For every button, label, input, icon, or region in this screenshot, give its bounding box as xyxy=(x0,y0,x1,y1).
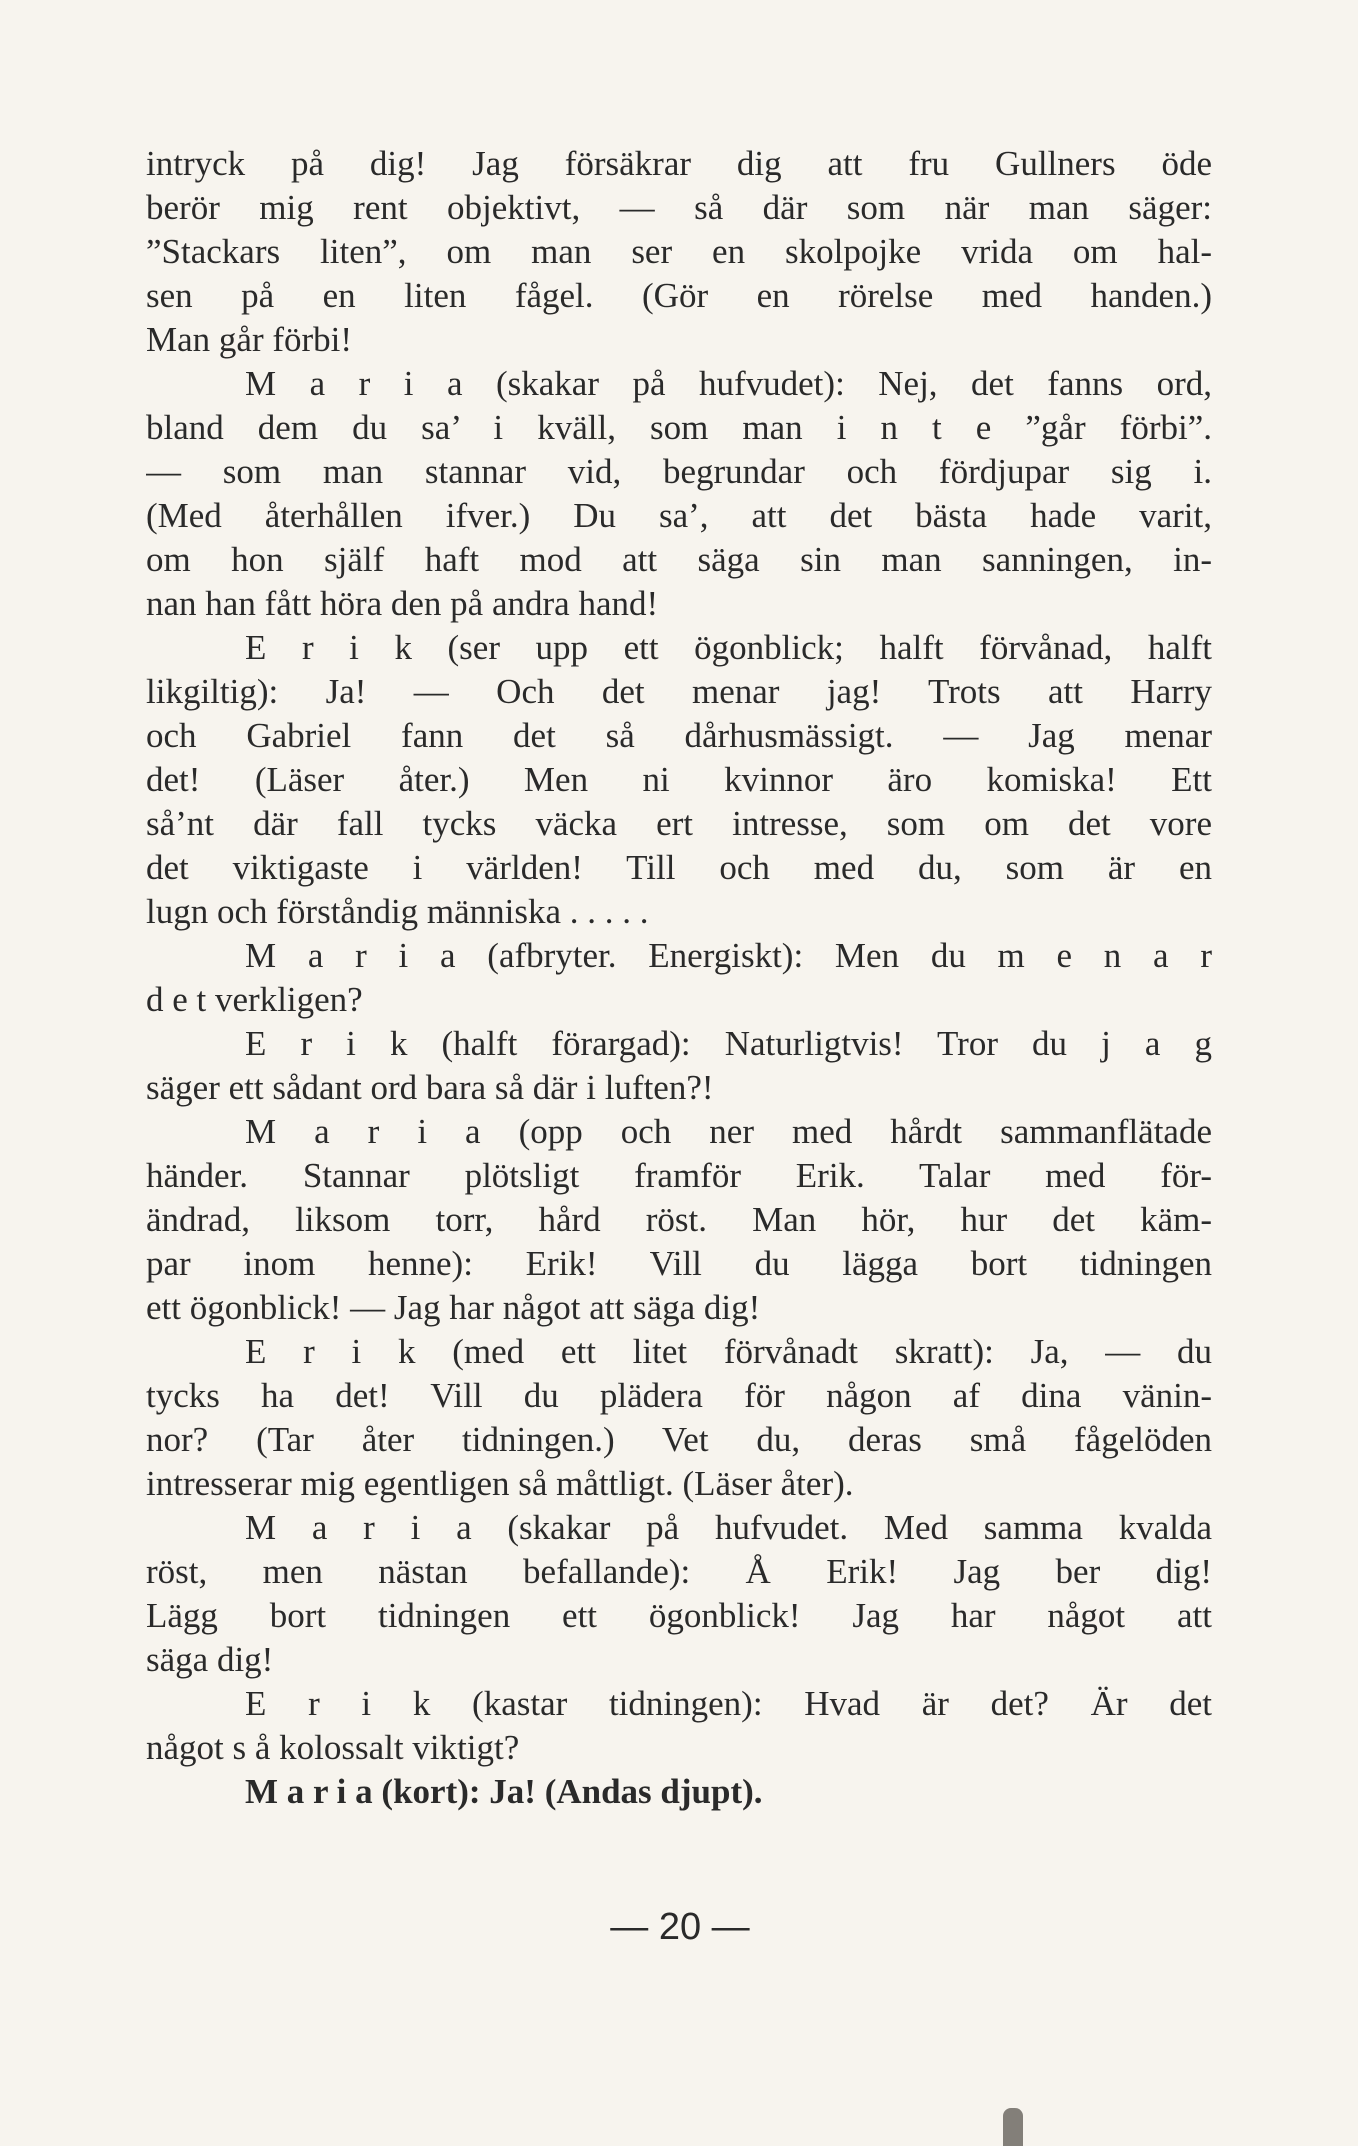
text-line: ändrad, liksom torr, hård röst. Man hör, hur det käm- xyxy=(146,1200,1212,1239)
speaker-line-maria: M a r i a (afbryter. Energiskt): Men du m e n a r xyxy=(245,936,1212,975)
speaker-line-maria: M a r i a (opp och ner med hårdt sammanflätade xyxy=(245,1112,1212,1151)
text-line: ”Stackars liten”, om man ser en skolpojke vrida om hal- xyxy=(146,232,1212,271)
text-line: sen på en liten fågel. (Gör en rörelse med handen.) xyxy=(146,276,1212,315)
text-line: (Med återhållen ifver.) Du sa’, att det bästa hade varit, xyxy=(146,496,1212,535)
body-text xyxy=(146,142,1212,1814)
text-line: säga dig! xyxy=(146,1640,274,1679)
text-line: och Gabriel fann det så dårhusmässigt. — Jag menar xyxy=(146,716,1212,755)
text-line: bland dem du sa’ i kväll, som man i n t e ”går förbi”. xyxy=(146,408,1212,447)
speaker-line-erik: E r i k (halft förargad): Naturligtvis! Tror du j a g xyxy=(245,1024,1212,1063)
text-line: d e t verkligen? xyxy=(146,980,363,1019)
speaker-line-maria: M a r i a (skakar på hufvudet): Nej, det fanns ord, xyxy=(245,364,1212,403)
speaker-line-erik: E r i k (ser upp ett ögonblick; halft förvånad, halft xyxy=(245,628,1212,667)
text-line: något s å kolossalt viktigt? xyxy=(146,1728,520,1767)
text-line: det viktigaste i världen! Till och med du, som är en xyxy=(146,848,1212,887)
text-line: ett ögonblick! — Jag har något att säga dig! xyxy=(146,1288,761,1327)
page-number: — 20 — xyxy=(610,1906,750,1948)
scan-artifact xyxy=(1003,2108,1023,2146)
text-line: lugn och förståndig människa . . . . . xyxy=(146,892,649,931)
text-line: nor? (Tar åter tidningen.) Vet du, deras små fågelöden xyxy=(146,1420,1212,1459)
text-line: par inom henne): Erik! Vill du lägga bort tidningen xyxy=(146,1244,1212,1283)
text-line: om hon själf haft mod att säga sin man sanningen, in- xyxy=(146,540,1212,579)
text-line: säger ett sådant ord bara så där i luften?! xyxy=(146,1068,714,1107)
text-line: — som man stannar vid, begrundar och fördjupar sig i. xyxy=(146,452,1212,491)
text-line: berör mig rent objektivt, — så där som när man säger: xyxy=(146,188,1212,227)
text-line: röst, men nästan befallande): Å Erik! Jag ber dig! xyxy=(146,1552,1212,1591)
text-line: nan han fått höra den på andra hand! xyxy=(146,584,659,623)
text-line: Lägg bort tidningen ett ögonblick! Jag har något att xyxy=(146,1596,1212,1635)
text-line: intryck på dig! Jag försäkrar dig att fru Gullners öde xyxy=(146,144,1212,183)
speaker-line-maria: M a r i a (skakar på hufvudet. Med samma kvalda xyxy=(245,1508,1212,1547)
text-line: så’nt där fall tycks väcka ert intresse, som om det vore xyxy=(146,804,1212,843)
text-line: det! (Läser åter.) Men ni kvinnor äro komiska! Ett xyxy=(146,760,1212,799)
speaker-line-erik: E r i k (kastar tidningen): Hvad är det? Är det xyxy=(245,1684,1212,1723)
speaker-line-erik: E r i k (med ett litet förvånadt skratt): Ja, — du xyxy=(245,1332,1212,1371)
text-line: händer. Stannar plötsligt framför Erik. Talar med för- xyxy=(146,1156,1212,1195)
text-line: likgiltig): Ja! — Och det menar jag! Trots att Harry xyxy=(146,672,1212,711)
speaker-line-maria-final: M a r i a (kort): Ja! (Andas djupt). xyxy=(245,1772,763,1811)
text-line: tycks ha det! Vill du plädera för någon af dina vänin- xyxy=(146,1376,1212,1415)
text-line: intresserar mig egentligen så måttligt. (Läser åter). xyxy=(146,1464,854,1503)
text-line: Man går förbi! xyxy=(146,320,353,359)
